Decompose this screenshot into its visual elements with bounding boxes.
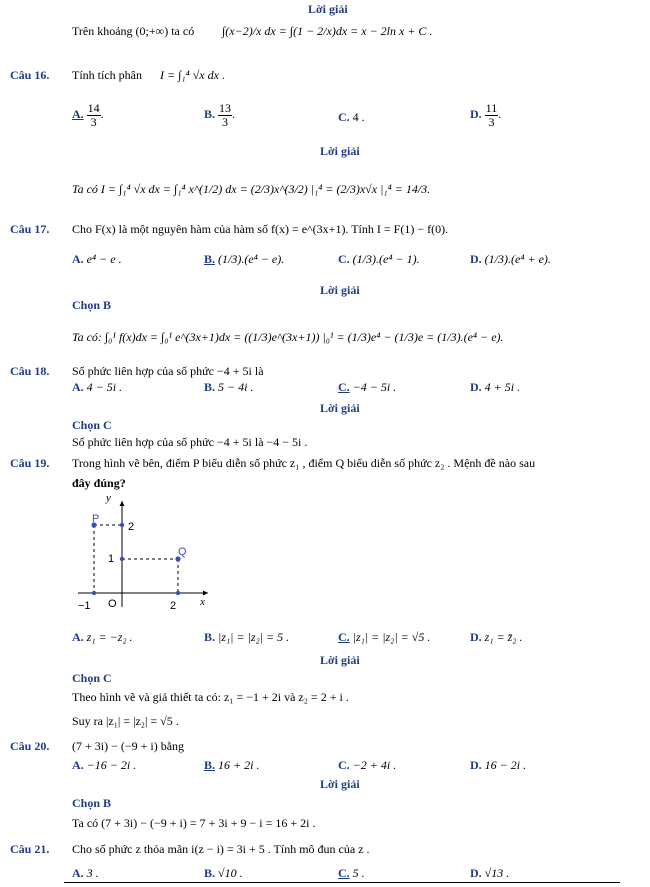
question-16-number: Câu 16. — [10, 68, 50, 82]
tick-x-neg1 — [92, 591, 96, 595]
option-letter: A. — [72, 106, 84, 121]
option-fraction: $\frac{14}{3}$ — [87, 101, 100, 129]
solution-heading: Lời giải — [308, 2, 348, 16]
question-21-option-c[interactable]: C. 5 . — [338, 866, 365, 880]
question-20-option-a[interactable]: A. −16 − 2i . — [72, 758, 137, 772]
question-20-prompt: (7 + 3i) − (−9 + i) bằng — [72, 739, 185, 753]
question-16-solution: Ta có I = ∫₁⁴ √x dx = ∫₁⁴ x^(1/2) dx = (2/3)x^(3/2) |₁⁴ = (2/3)x√x |₁⁴ = 14/3. — [72, 182, 431, 196]
y-axis-label: y — [106, 495, 111, 504]
x-axis-arrow — [203, 591, 208, 596]
label-x-2: 2 — [170, 600, 177, 612]
question-18-option-a[interactable]: A. 4 − 5i . — [72, 380, 123, 394]
question-20-option-d[interactable]: D. 16 − 2i . — [470, 758, 527, 772]
question-21-option-b[interactable]: B. √10 . — [204, 866, 243, 880]
question-18-solution-label: Lời giải — [320, 401, 360, 415]
option-letter: C. — [338, 110, 350, 124]
question-19-option-b[interactable]: B. |z₁| = |z₂| = 5 . — [204, 630, 290, 644]
label-q: Q — [178, 546, 187, 558]
question-19-solution-label: Lời giải — [320, 653, 360, 667]
question-20-number: Câu 20. — [10, 739, 50, 753]
question-18-prompt: Số phức liên hợp của số phức −4 + 5i là — [72, 364, 264, 378]
label-y-2: 2 — [128, 521, 135, 533]
question-18-option-d[interactable]: D. 4 + 5i . — [470, 380, 521, 394]
question-21-option-a[interactable]: A. 3 . — [72, 866, 99, 880]
question-16-option-c[interactable] — [338, 110, 365, 125]
question-21-number: Câu 21. — [10, 842, 50, 856]
question-18-answer: Chọn C — [72, 418, 112, 432]
question-19-option-a[interactable]: A. z₁ = −z₂ . — [72, 630, 133, 644]
question-16-option-b[interactable]: B. $\frac{13}{3}$ . — [204, 101, 236, 129]
question-18-option-b[interactable]: B. 5 − 4i . — [204, 380, 254, 394]
question-17-solution-label: Lời giải — [320, 283, 360, 297]
tick-x-2 — [176, 591, 180, 595]
question-16-solution-label: Lời giải — [320, 144, 360, 158]
question-19-option-d[interactable]: D. z₁ = z̄₂ . — [470, 630, 523, 644]
option-text: 4 . — [352, 110, 365, 124]
question-16-integral: I = ∫₁⁴ √x dx . — [160, 68, 225, 82]
question-21-prompt: Cho số phức z thỏa mãn i(z − i) = 3i + 5 . Tính mô đun của z . — [72, 842, 370, 856]
question-20-solution: Ta có (7 + 3i) − (−9 + i) = 7 + 3i + 9 − i = 16 + 2i . — [72, 816, 316, 830]
tick-y-1 — [120, 557, 124, 561]
option-fraction: $\frac{11}{3}$ — [485, 101, 498, 129]
label-x-neg1: −1 — [78, 600, 91, 612]
question-17-option-b[interactable]: B. (1/3).(e⁴ − e). — [204, 252, 285, 266]
question-16-option-a[interactable]: A. $\frac{14}{3}$ . — [72, 101, 104, 129]
question-20-answer: Chọn B — [72, 796, 112, 810]
question-19-answer: Chọn C — [72, 671, 112, 685]
complex-plane-figure — [72, 495, 212, 615]
question-20-solution-label: Lời giải — [320, 777, 360, 791]
question-19-solution-line1: Theo hình vẽ và giả thiết ta có: z₁ = −1 + 2i và z₂ = 2 + i . — [72, 690, 349, 704]
prev-solution-text: Trên khoảng (0;+∞) ta có — [72, 24, 195, 38]
y-axis-arrow — [120, 501, 125, 506]
question-16-prompt: Tính tích phân — [72, 68, 142, 82]
tick-y-2 — [120, 523, 124, 527]
question-18-number: Câu 18. — [10, 364, 50, 378]
question-17-solution: Ta có: ∫₀¹ f(x)dx = ∫₀¹ e^(3x+1)dx = ((1/3)e^(3x+1)) |₀¹ = (1/3)e⁴ − (1/3)e = (1/3).(e⁴ − e). — [72, 330, 504, 344]
question-17-option-a[interactable]: A. e⁴ − e . — [72, 252, 122, 266]
bottom-rule — [64, 882, 620, 883]
question-16-option-d[interactable]: D. $\frac{11}{3}$ . — [470, 101, 502, 129]
question-19-solution-line2: Suy ra |z₁| = |z₂| = √5 . — [72, 714, 179, 728]
label-y-1: 1 — [108, 553, 115, 565]
question-18-solution: Số phức liên hợp của số phức −4 + 5i là −4 − 5i . — [72, 435, 308, 449]
question-18-option-c[interactable]: C. −4 − 5i . — [338, 380, 397, 394]
label-origin: O — [108, 598, 117, 610]
question-19-prompt-line1: Trong hình vẽ bên, điểm P biểu diễn số phức z₁ , điểm Q biểu diễn số phức z₂ . Mệnh đề nào sau — [72, 456, 536, 470]
question-17-option-c[interactable]: C. (1/3).(e⁴ − 1). — [338, 252, 420, 266]
question-17-prompt: Cho F(x) là một nguyên hàm của hàm số f(x) = e^(3x+1). Tính I = F(1) − f(0). — [72, 222, 449, 236]
question-19-option-c[interactable]: C. |z₁| = |z₂| = √5 . — [338, 630, 431, 644]
x-axis-label: x — [200, 596, 205, 608]
question-17-option-d[interactable]: D. (1/3).(e⁴ + e). — [470, 252, 551, 266]
option-letter: D. — [470, 106, 482, 121]
prev-solution-formula: ∫(x−2)/x dx = ∫(1 − 2/x)dx = x − 2ln x + C . — [222, 24, 433, 38]
option-letter: B. — [204, 106, 216, 121]
question-19-number: Câu 19. — [10, 456, 50, 470]
question-20-option-b[interactable]: B. 16 + 2i . — [204, 758, 260, 772]
question-17-number: Câu 17. — [10, 222, 50, 236]
question-20-option-c[interactable]: C. −2 + 4i . — [338, 758, 397, 772]
option-fraction: $\frac{13}{3}$ — [219, 101, 232, 129]
question-19-prompt-line2: đây đúng? — [72, 476, 126, 490]
question-21-option-d[interactable]: D. √13 . — [470, 866, 510, 880]
question-17-answer: Chọn B — [72, 298, 112, 312]
label-p: P — [92, 513, 100, 525]
